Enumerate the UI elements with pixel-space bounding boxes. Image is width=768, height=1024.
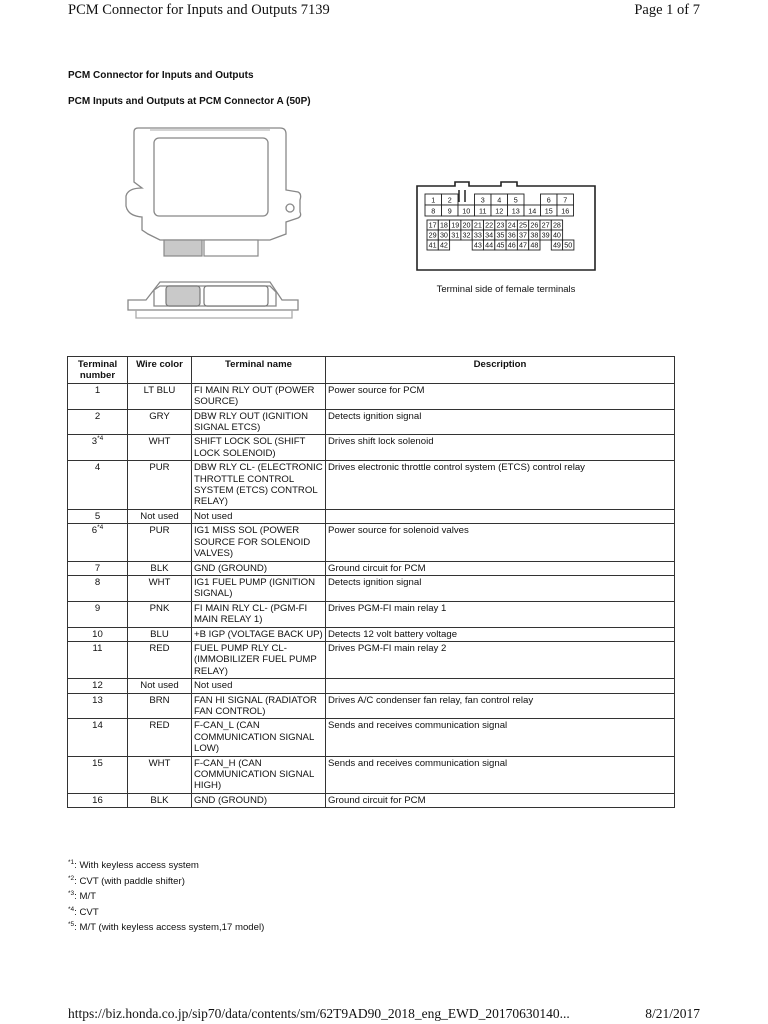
footnote-mark: *4 xyxy=(68,905,75,913)
terminal-name-cell xyxy=(192,461,326,510)
connector-pin-number: 7 xyxy=(563,195,568,205)
terminal-name-cell xyxy=(192,509,326,523)
terminal-number-cell-text: 15 xyxy=(92,757,103,769)
footnote-mark: *4 xyxy=(97,435,104,443)
terminal-name-cell xyxy=(192,641,326,678)
description-cell-text: Power source for solenoid valves xyxy=(328,525,469,537)
terminal-name-cell-text: GND (GROUND) xyxy=(194,794,268,806)
col-header-wire-color: Wire color xyxy=(128,357,192,384)
terminal-name-cell-text: IG1 FUEL PUMP (IGNITION SIGNAL) xyxy=(194,576,316,600)
terminal-name-cell-text: GND (GROUND) xyxy=(194,562,268,574)
terminal-name-cell-text: DBW RLY OUT (IGNITION SIGNAL ETCS) xyxy=(194,410,309,434)
footnote-text: : CVT xyxy=(74,906,99,918)
terminal-number-cell xyxy=(68,641,128,678)
terminal-name-cell xyxy=(192,601,326,627)
connector-pin-number: 29 xyxy=(428,230,437,240)
terminal-number-cell-text: 6 xyxy=(91,525,98,537)
connector-pin-number: 21 xyxy=(473,220,482,230)
terminal-number-cell-text: 8 xyxy=(94,576,101,588)
terminal-number-cell xyxy=(68,719,128,756)
terminal-number-cell xyxy=(68,756,128,793)
terminal-name-cell xyxy=(192,383,326,409)
connector-pin-number: 20 xyxy=(462,220,471,230)
connector-pin-number: 42 xyxy=(439,240,448,250)
connector-pin-number: 30 xyxy=(439,230,448,240)
section-heading: PCM Connector for Inputs and Outputs xyxy=(68,70,254,81)
wire-color-cell xyxy=(128,509,192,523)
terminal-number-cell xyxy=(68,627,128,641)
terminal-number-cell-text: 10 xyxy=(92,628,103,640)
terminal-number-cell-text: 7 xyxy=(94,562,101,574)
connector-pin-number: 32 xyxy=(462,230,471,240)
connector-pin-number: 44 xyxy=(485,240,494,250)
description-cell xyxy=(326,509,675,523)
print-date: 8/21/2017 xyxy=(645,1006,700,1021)
footnote-mark: *4 xyxy=(97,524,104,532)
footnote-text: : M/T (with keyless access system,17 model) xyxy=(74,922,265,933)
connector-pin-number: 4 xyxy=(497,195,502,205)
terminal-number-cell xyxy=(68,561,128,575)
terminal-name-cell xyxy=(192,679,326,693)
connector-pin-number: 18 xyxy=(439,220,448,230)
terminal-number-cell xyxy=(68,601,128,627)
connector-pin-number: 28 xyxy=(552,220,561,230)
table-row xyxy=(68,679,675,693)
connector-pin-number: 50 xyxy=(564,240,573,250)
connector-pin-number: 37 xyxy=(519,230,528,240)
subsection-heading: PCM Inputs and Outputs at PCM Connector A (50P) xyxy=(68,96,311,107)
wire-color-cell-text: PUR xyxy=(149,462,170,474)
terminal-number-cell-text: 3 xyxy=(91,436,98,448)
terminal-name-cell-text: IG1 MISS SOL (POWER SOURCE FOR SOLENOID VALVES) xyxy=(194,525,311,560)
footnote-item xyxy=(68,889,264,905)
wire-color-cell xyxy=(128,461,192,510)
description-cell xyxy=(326,435,675,461)
connector-pin-number: 40 xyxy=(552,230,561,240)
wire-color-cell xyxy=(128,601,192,627)
wire-color-cell-text: Not used xyxy=(140,680,179,692)
terminal-name-cell xyxy=(192,575,326,601)
connector-pin-number: 24 xyxy=(507,220,516,230)
wire-color-cell-text: GRY xyxy=(149,410,170,422)
connector-pin-number: 5 xyxy=(513,195,518,205)
wire-color-cell xyxy=(128,793,192,807)
table-row xyxy=(68,409,675,435)
terminal-number-cell xyxy=(68,524,128,561)
footnote-text: : CVT (with paddle shifter) xyxy=(74,875,185,887)
wire-color-cell-text: RED xyxy=(149,642,170,654)
connector-pin-number: 10 xyxy=(462,206,471,216)
footnote-text: : With keyless access system xyxy=(74,860,199,871)
description-cell xyxy=(326,409,675,435)
connector-pin-number: 33 xyxy=(473,230,482,240)
connector-pin-number: 6 xyxy=(546,195,551,205)
connector-pin-number: 46 xyxy=(507,240,516,250)
terminal-number-cell-text: 12 xyxy=(92,680,103,692)
description-cell xyxy=(326,756,675,793)
connector-pin-number: 12 xyxy=(495,206,504,216)
terminal-number-cell xyxy=(68,435,128,461)
terminal-name-cell-text: FAN HI SIGNAL (RADIATOR FAN CONTROL) xyxy=(194,694,317,717)
footnote-item xyxy=(68,920,264,936)
terminal-name-cell xyxy=(192,524,326,561)
description-cell-text: Drives PGM-FI main relay 2 xyxy=(328,642,447,654)
terminal-name-cell xyxy=(192,627,326,641)
pcm-unit-illustration xyxy=(120,122,310,327)
terminal-name-cell xyxy=(192,435,326,461)
footnote-mark: *3 xyxy=(68,890,75,897)
connector-pin-number: 8 xyxy=(431,206,436,216)
connector-pin-number: 23 xyxy=(496,220,505,230)
connector-caption: Terminal side of female terminals xyxy=(436,284,576,295)
connector-pin-number: 13 xyxy=(511,206,520,216)
description-cell xyxy=(326,641,675,678)
table-row xyxy=(68,756,675,793)
connector-pin-number: 31 xyxy=(451,230,460,240)
terminal-name-cell-text: +B IGP (VOLTAGE BACK UP) xyxy=(194,628,323,640)
connector-pin-number: 15 xyxy=(544,206,553,216)
terminal-name-cell xyxy=(192,793,326,807)
connector-pin-number: 1 xyxy=(431,195,436,205)
terminal-name-cell-text: FUEL PUMP RLY CL- (IMMOBILIZER FUEL PUMP RELAY) xyxy=(194,642,317,677)
wire-color-cell-text: BLK xyxy=(150,562,169,574)
connector-pin-number: 48 xyxy=(530,240,539,250)
description-cell xyxy=(326,561,675,575)
table-row xyxy=(68,719,675,756)
footnote-item xyxy=(68,905,264,921)
table-row xyxy=(68,601,675,627)
connector-pin-number: 19 xyxy=(451,220,460,230)
table-row xyxy=(68,524,675,561)
connector-pin-number: 47 xyxy=(519,240,528,250)
terminal-number-cell-text: 13 xyxy=(92,694,103,706)
description-cell xyxy=(326,679,675,693)
wire-color-cell xyxy=(128,679,192,693)
table-row xyxy=(68,461,675,510)
connector-pin-number: 39 xyxy=(541,230,550,240)
description-cell xyxy=(326,383,675,409)
description-cell xyxy=(326,601,675,627)
connector-pin-number: 38 xyxy=(530,230,539,240)
wire-color-cell xyxy=(128,627,192,641)
description-cell-text: Power source for PCM xyxy=(328,384,425,396)
connector-pin-number: 26 xyxy=(530,220,539,230)
wire-color-cell xyxy=(128,409,192,435)
connector-pin-number: 17 xyxy=(428,220,437,230)
wire-color-cell xyxy=(128,719,192,756)
description-cell-text: Ground circuit for PCM xyxy=(328,794,426,806)
wire-color-cell xyxy=(128,561,192,575)
description-cell xyxy=(326,461,675,510)
wire-color-cell xyxy=(128,383,192,409)
document-title: PCM Connector for Inputs and Outputs 7139 xyxy=(68,2,330,18)
connector-pin-number: 41 xyxy=(428,240,437,250)
footnote-item xyxy=(68,858,264,874)
terminal-name-cell xyxy=(192,409,326,435)
description-cell-text: Sends and receives communication signal xyxy=(328,720,508,732)
footnote-text: : M/T xyxy=(74,891,97,902)
terminal-name-cell xyxy=(192,719,326,756)
footnotes xyxy=(68,858,264,936)
table-row xyxy=(68,561,675,575)
terminal-number-cell xyxy=(68,679,128,693)
terminal-number-cell-text: 5 xyxy=(94,510,101,522)
terminal-name-cell-text: DBW RLY CL- (ELECTRONIC THROTTLE CONTROL SYSTEM (ETCS) CONTROL RELAY) xyxy=(194,462,323,508)
terminal-number-cell-text: 2 xyxy=(94,410,101,422)
terminal-name-cell-text: Not used xyxy=(194,510,233,522)
terminal-number-cell-text: 11 xyxy=(92,642,103,654)
col-header-terminal-number: Terminal number xyxy=(68,357,128,384)
col-header-description: Description xyxy=(326,357,675,384)
wire-color-cell-text: Not used xyxy=(140,510,179,522)
connector-pin-number: 43 xyxy=(473,240,482,250)
terminal-number-cell-text: 16 xyxy=(92,794,103,806)
connector-pin-number: 34 xyxy=(485,230,494,240)
description-cell-text: Ground circuit for PCM xyxy=(328,562,426,574)
terminal-name-cell xyxy=(192,693,326,719)
terminal-number-cell-text: 1 xyxy=(94,384,101,396)
connector-pin-number: 9 xyxy=(447,206,452,216)
wire-color-cell-text: WHT xyxy=(148,576,171,588)
terminal-name-cell-text: FI MAIN RLY CL- (PGM-FI MAIN RELAY 1) xyxy=(194,602,308,626)
wire-color-cell-text: RED xyxy=(149,720,170,732)
terminal-number-cell-text: 4 xyxy=(94,462,101,474)
terminal-name-cell-text: FI MAIN RLY OUT (POWER SOURCE) xyxy=(194,384,315,408)
terminal-name-cell xyxy=(192,561,326,575)
table-header-row xyxy=(68,357,675,384)
terminal-name-cell-text: F-CAN_H (CAN COMMUNICATION SIGNAL HIGH) xyxy=(194,757,314,792)
wire-color-cell xyxy=(128,756,192,793)
description-cell xyxy=(326,793,675,807)
description-cell-text: Drives shift lock solenoid xyxy=(328,436,434,448)
connector-pin-number: 3 xyxy=(480,195,485,205)
connector-pin-number: 36 xyxy=(507,230,516,240)
terminal-number-cell xyxy=(68,509,128,523)
terminal-number-cell xyxy=(68,409,128,435)
footnote-mark: *5 xyxy=(68,921,75,928)
table-row xyxy=(68,383,675,409)
wire-color-cell-text: BLU xyxy=(150,628,169,640)
terminal-name-cell-text: Not used xyxy=(194,680,233,692)
description-cell xyxy=(326,627,675,641)
connector-pin-number: 11 xyxy=(479,206,487,216)
connector-pin-number: 35 xyxy=(496,230,505,240)
table-row xyxy=(68,435,675,461)
connector-pin-number: 25 xyxy=(519,220,528,230)
terminal-name-cell-text: F-CAN_L (CAN COMMUNICATION SIGNAL LOW) xyxy=(194,720,314,755)
page-footer xyxy=(68,1006,700,1024)
wire-color-cell-text: PNK xyxy=(149,602,170,614)
table-row xyxy=(68,627,675,641)
description-cell xyxy=(326,693,675,719)
footnote-item xyxy=(68,874,264,890)
footnote-mark: *2 xyxy=(68,874,75,882)
wire-color-cell xyxy=(128,435,192,461)
terminal-number-cell xyxy=(68,383,128,409)
connector-pin-number: 49 xyxy=(552,240,561,250)
wire-color-cell xyxy=(128,693,192,719)
connector-terminal-diagram xyxy=(413,180,599,274)
col-header-terminal-name: Terminal name xyxy=(192,357,326,384)
connector-pin-number: 45 xyxy=(496,240,505,250)
wire-color-cell-text: WHT xyxy=(148,436,171,448)
wire-color-cell-text: BRN xyxy=(149,694,170,706)
terminal-number-cell xyxy=(68,575,128,601)
connector-pin-number: 2 xyxy=(447,195,452,205)
terminal-number-cell xyxy=(68,693,128,719)
terminal-number-cell-text: 14 xyxy=(92,720,103,732)
table-row xyxy=(68,575,675,601)
terminal-number-cell xyxy=(68,793,128,807)
description-cell-text: Drives A/C condenser fan relay, fan control relay xyxy=(328,694,534,706)
terminal-number-cell-text: 9 xyxy=(94,602,101,614)
table-row xyxy=(68,641,675,678)
table-row xyxy=(68,793,675,807)
connector-pin-number: 27 xyxy=(541,220,550,230)
connector-pin-number: 22 xyxy=(485,220,494,230)
table-row xyxy=(68,693,675,719)
table-row xyxy=(68,509,675,523)
description-cell-text: Drives PGM-FI main relay 1 xyxy=(328,602,447,614)
wire-color-cell-text: LT BLU xyxy=(143,384,176,396)
description-cell-text: Detects ignition signal xyxy=(328,576,422,588)
connector-pin-number: 16 xyxy=(561,206,570,216)
terminal-number-cell xyxy=(68,461,128,510)
wire-color-cell-text: PUR xyxy=(149,525,170,537)
terminal-name-cell-text: SHIFT LOCK SOL (SHIFT LOCK SOLENOID) xyxy=(194,436,306,459)
description-cell-text: Detects 12 volt battery voltage xyxy=(328,628,458,640)
description-cell xyxy=(326,575,675,601)
description-cell-text: Sends and receives communication signal xyxy=(328,757,508,769)
description-cell xyxy=(326,524,675,561)
description-cell xyxy=(326,719,675,756)
page-number: Page 1 of 7 xyxy=(634,2,700,18)
description-cell-text: Drives electronic throttle control system (ETCS) control relay xyxy=(328,462,585,474)
page-header xyxy=(68,2,700,22)
terminal-name-cell xyxy=(192,756,326,793)
source-url: https://biz.honda.co.jp/sip70/data/contents/sm/62T9AD90_2018_eng_EWD_20170630140... xyxy=(68,1006,570,1021)
wire-color-cell-text: WHT xyxy=(148,757,171,769)
connector-pin-number: 14 xyxy=(528,206,537,216)
terminal-table xyxy=(67,356,675,808)
wire-color-cell xyxy=(128,524,192,561)
wire-color-cell xyxy=(128,641,192,678)
footnote-mark: *1 xyxy=(68,859,75,866)
wire-color-cell-text: BLK xyxy=(150,794,169,806)
wire-color-cell xyxy=(128,575,192,601)
description-cell-text: Detects ignition signal xyxy=(328,410,422,422)
